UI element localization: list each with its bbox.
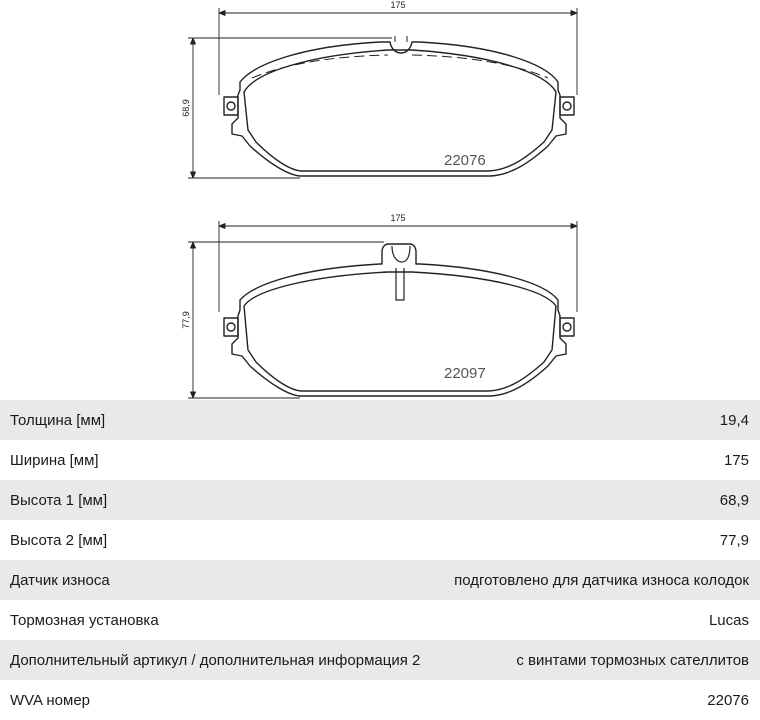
spec-row-wva-number: [0, 680, 760, 720]
pad-2-width-label: 175: [390, 213, 406, 223]
pad-2-drawing: [181, 213, 577, 398]
pad-2-part-number: 22097: [444, 365, 486, 382]
spec-row-width: [0, 440, 760, 480]
spec-row-thickness: [0, 400, 760, 440]
spec-value: Lucas: [708, 611, 749, 629]
pad-1-friction-material: [244, 50, 556, 171]
spec-label: Дополнительный артикул / дополнительная информация 2: [10, 651, 421, 669]
spec-value: с винтами тормозных сателлитов: [516, 651, 749, 669]
spec-label: Ширина [мм]: [10, 451, 99, 469]
spec-row-brake-system: [0, 600, 760, 640]
pad-1-wear-line: [252, 55, 548, 78]
pad-1-left-ear: [224, 97, 238, 115]
specifications-table: [0, 400, 760, 720]
spec-label: Высота 1 [мм]: [10, 491, 108, 509]
spec-row-height-2: [0, 520, 760, 560]
pad-2-backing-plate: [232, 244, 566, 396]
spec-row-wear-sensor: [0, 560, 760, 600]
spec-label: Высота 2 [мм]: [10, 531, 108, 549]
spec-value: 175: [723, 451, 749, 469]
spec-value: 77,9: [719, 531, 749, 549]
spec-value: 19,4: [719, 411, 749, 429]
spec-label: Толщина [мм]: [10, 411, 106, 429]
pad-2-width-dimension: [219, 221, 577, 312]
spec-label: Тормозная установка: [10, 611, 159, 629]
pad-1-part-number: 22076: [444, 152, 486, 169]
pad-1-width-label: 175: [390, 0, 406, 10]
pad-1-width-dimension: [219, 8, 577, 95]
pad-1-right-ear: [560, 97, 574, 115]
pad-2-wear-sensor: [392, 246, 410, 300]
spec-row-additional-info: [0, 640, 760, 680]
pad-1-height-label: 68,9: [181, 99, 191, 117]
spec-label: Датчик износа: [10, 571, 110, 589]
pad-2-left-ear: [224, 318, 238, 336]
pad-1-drawing: [181, 0, 577, 178]
spec-label: WVA номер: [10, 691, 91, 709]
pad-2-right-ear: [560, 318, 574, 336]
spec-value: подготовлено для датчика износа колодок: [454, 571, 749, 589]
pad-2-friction-material: [244, 272, 556, 391]
spec-value: 22076: [707, 691, 749, 709]
spec-row-height-1: [0, 480, 760, 520]
pad-1-backing-plate: [232, 42, 566, 176]
spec-value: 68,9: [719, 491, 749, 509]
pad-2-height-label: 77,9: [181, 311, 191, 329]
